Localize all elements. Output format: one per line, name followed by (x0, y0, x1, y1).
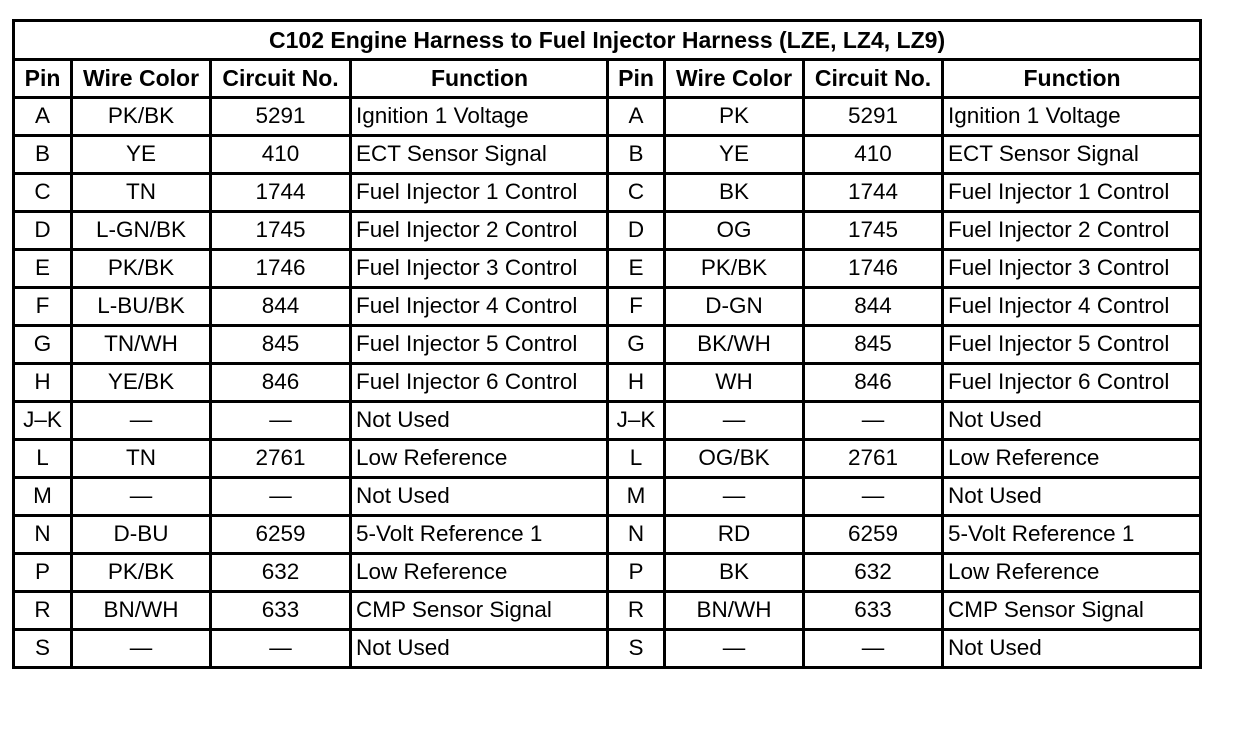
cell-circuit-no-left: 5291 (211, 98, 351, 136)
cell-circuit-no-right: — (804, 402, 943, 440)
cell-pin-left: A (14, 98, 72, 136)
cell-circuit-no-right: 633 (804, 592, 943, 630)
cell-pin-left: R (14, 592, 72, 630)
cell-wire-color-left: TN (72, 174, 211, 212)
cell-wire-color-left: — (72, 478, 211, 516)
cell-circuit-no-left: 845 (211, 326, 351, 364)
cell-pin-left: C (14, 174, 72, 212)
cell-function-left: Fuel Injector 6 Control (351, 364, 608, 402)
cell-pin-right: H (608, 364, 665, 402)
cell-wire-color-right: BN/WH (665, 592, 804, 630)
table-row (14, 592, 1201, 630)
cell-circuit-no-left: 1744 (211, 174, 351, 212)
table-title: C102 Engine Harness to Fuel Injector Harness (LZE, LZ4, LZ9) (14, 21, 1201, 60)
cell-function-left: ECT Sensor Signal (351, 136, 608, 174)
cell-pin-left: N (14, 516, 72, 554)
table-row (14, 98, 1201, 136)
cell-circuit-no-right: 632 (804, 554, 943, 592)
cell-pin-right: G (608, 326, 665, 364)
cell-circuit-no-left: 2761 (211, 440, 351, 478)
cell-circuit-no-left: 6259 (211, 516, 351, 554)
cell-circuit-no-right: 410 (804, 136, 943, 174)
header-circuit-no-right: Circuit No. (804, 60, 943, 98)
cell-circuit-no-right: 2761 (804, 440, 943, 478)
cell-circuit-no-right: — (804, 478, 943, 516)
cell-circuit-no-right: 844 (804, 288, 943, 326)
cell-wire-color-right: BK (665, 554, 804, 592)
cell-pin-left: P (14, 554, 72, 592)
header-wire-color-right: Wire Color (665, 60, 804, 98)
cell-pin-right: M (608, 478, 665, 516)
cell-circuit-no-left: 1746 (211, 250, 351, 288)
cell-pin-left: D (14, 212, 72, 250)
cell-circuit-no-right: 6259 (804, 516, 943, 554)
cell-circuit-no-right: 5291 (804, 98, 943, 136)
cell-function-left: CMP Sensor Signal (351, 592, 608, 630)
cell-circuit-no-left: 632 (211, 554, 351, 592)
cell-wire-color-right: OG (665, 212, 804, 250)
cell-pin-right: A (608, 98, 665, 136)
cell-function-right: Fuel Injector 1 Control (943, 174, 1201, 212)
table-row (14, 326, 1201, 364)
cell-pin-right: C (608, 174, 665, 212)
cell-pin-left: G (14, 326, 72, 364)
header-wire-color-left: Wire Color (72, 60, 211, 98)
cell-function-right: Fuel Injector 5 Control (943, 326, 1201, 364)
cell-wire-color-right: BK (665, 174, 804, 212)
cell-circuit-no-left: — (211, 630, 351, 668)
cell-wire-color-left: YE/BK (72, 364, 211, 402)
cell-wire-color-left: BN/WH (72, 592, 211, 630)
cell-function-left: Not Used (351, 478, 608, 516)
cell-wire-color-right: — (665, 478, 804, 516)
cell-function-left: Low Reference (351, 554, 608, 592)
cell-wire-color-left: TN (72, 440, 211, 478)
table-row (14, 288, 1201, 326)
cell-function-right: CMP Sensor Signal (943, 592, 1201, 630)
table-row (14, 440, 1201, 478)
table-body (14, 21, 1201, 668)
cell-pin-right: B (608, 136, 665, 174)
cell-function-right: Fuel Injector 4 Control (943, 288, 1201, 326)
cell-pin-right: D (608, 212, 665, 250)
cell-circuit-no-left: 844 (211, 288, 351, 326)
cell-function-left: Not Used (351, 630, 608, 668)
cell-pin-left: S (14, 630, 72, 668)
cell-circuit-no-right: 1746 (804, 250, 943, 288)
cell-pin-right: J–K (608, 402, 665, 440)
cell-function-left: Fuel Injector 5 Control (351, 326, 608, 364)
cell-wire-color-right: D-GN (665, 288, 804, 326)
cell-pin-right: E (608, 250, 665, 288)
cell-wire-color-right: RD (665, 516, 804, 554)
cell-function-right: Fuel Injector 2 Control (943, 212, 1201, 250)
cell-function-left: Ignition 1 Voltage (351, 98, 608, 136)
cell-circuit-no-right: 1744 (804, 174, 943, 212)
cell-pin-left: M (14, 478, 72, 516)
cell-function-right: Fuel Injector 3 Control (943, 250, 1201, 288)
cell-circuit-no-right: 846 (804, 364, 943, 402)
cell-circuit-no-left: — (211, 402, 351, 440)
cell-function-left: Not Used (351, 402, 608, 440)
cell-function-right: Low Reference (943, 440, 1201, 478)
cell-circuit-no-left: — (211, 478, 351, 516)
header-pin-right: Pin (608, 60, 665, 98)
cell-circuit-no-left: 846 (211, 364, 351, 402)
cell-function-right: Fuel Injector 6 Control (943, 364, 1201, 402)
cell-wire-color-right: — (665, 402, 804, 440)
cell-function-left: Fuel Injector 3 Control (351, 250, 608, 288)
table-row (14, 250, 1201, 288)
cell-function-right: 5-Volt Reference 1 (943, 516, 1201, 554)
cell-wire-color-right: WH (665, 364, 804, 402)
cell-function-left: Fuel Injector 2 Control (351, 212, 608, 250)
cell-wire-color-right: YE (665, 136, 804, 174)
cell-function-left: Low Reference (351, 440, 608, 478)
cell-function-right: Not Used (943, 630, 1201, 668)
cell-pin-left: H (14, 364, 72, 402)
cell-pin-left: L (14, 440, 72, 478)
cell-wire-color-left: L-BU/BK (72, 288, 211, 326)
cell-pin-right: R (608, 592, 665, 630)
cell-wire-color-left: PK/BK (72, 250, 211, 288)
cell-circuit-no-right: 1745 (804, 212, 943, 250)
cell-wire-color-left: D-BU (72, 516, 211, 554)
cell-wire-color-right: PK (665, 98, 804, 136)
cell-wire-color-left: — (72, 630, 211, 668)
cell-wire-color-right: BK/WH (665, 326, 804, 364)
cell-wire-color-right: — (665, 630, 804, 668)
title-row (14, 21, 1201, 60)
cell-circuit-no-left: 633 (211, 592, 351, 630)
cell-circuit-no-left: 410 (211, 136, 351, 174)
cell-wire-color-left: YE (72, 136, 211, 174)
cell-circuit-no-left: 1745 (211, 212, 351, 250)
table-row (14, 402, 1201, 440)
cell-wire-color-right: OG/BK (665, 440, 804, 478)
cell-wire-color-left: PK/BK (72, 98, 211, 136)
connector-pinout-table (12, 19, 1202, 669)
cell-pin-right: F (608, 288, 665, 326)
table-row (14, 174, 1201, 212)
table-row (14, 516, 1201, 554)
cell-wire-color-left: L-GN/BK (72, 212, 211, 250)
table-row (14, 212, 1201, 250)
cell-function-right: ECT Sensor Signal (943, 136, 1201, 174)
header-row (14, 60, 1201, 98)
cell-function-right: Ignition 1 Voltage (943, 98, 1201, 136)
cell-wire-color-right: PK/BK (665, 250, 804, 288)
cell-wire-color-left: PK/BK (72, 554, 211, 592)
cell-function-right: Low Reference (943, 554, 1201, 592)
cell-pin-left: F (14, 288, 72, 326)
cell-pin-left: J–K (14, 402, 72, 440)
cell-pin-right: N (608, 516, 665, 554)
table-row (14, 478, 1201, 516)
cell-pin-right: S (608, 630, 665, 668)
cell-wire-color-left: TN/WH (72, 326, 211, 364)
cell-pin-right: L (608, 440, 665, 478)
table-row (14, 630, 1201, 668)
header-function-right: Function (943, 60, 1201, 98)
cell-function-right: Not Used (943, 478, 1201, 516)
header-circuit-no-left: Circuit No. (211, 60, 351, 98)
table-row (14, 136, 1201, 174)
header-function-left: Function (351, 60, 608, 98)
cell-circuit-no-right: 845 (804, 326, 943, 364)
cell-function-left: Fuel Injector 4 Control (351, 288, 608, 326)
header-pin-left: Pin (14, 60, 72, 98)
cell-wire-color-left: — (72, 402, 211, 440)
cell-function-left: 5-Volt Reference 1 (351, 516, 608, 554)
cell-function-left: Fuel Injector 1 Control (351, 174, 608, 212)
cell-circuit-no-right: — (804, 630, 943, 668)
table-row (14, 554, 1201, 592)
cell-pin-right: P (608, 554, 665, 592)
cell-function-right: Not Used (943, 402, 1201, 440)
table-row (14, 364, 1201, 402)
cell-pin-left: B (14, 136, 72, 174)
cell-pin-left: E (14, 250, 72, 288)
